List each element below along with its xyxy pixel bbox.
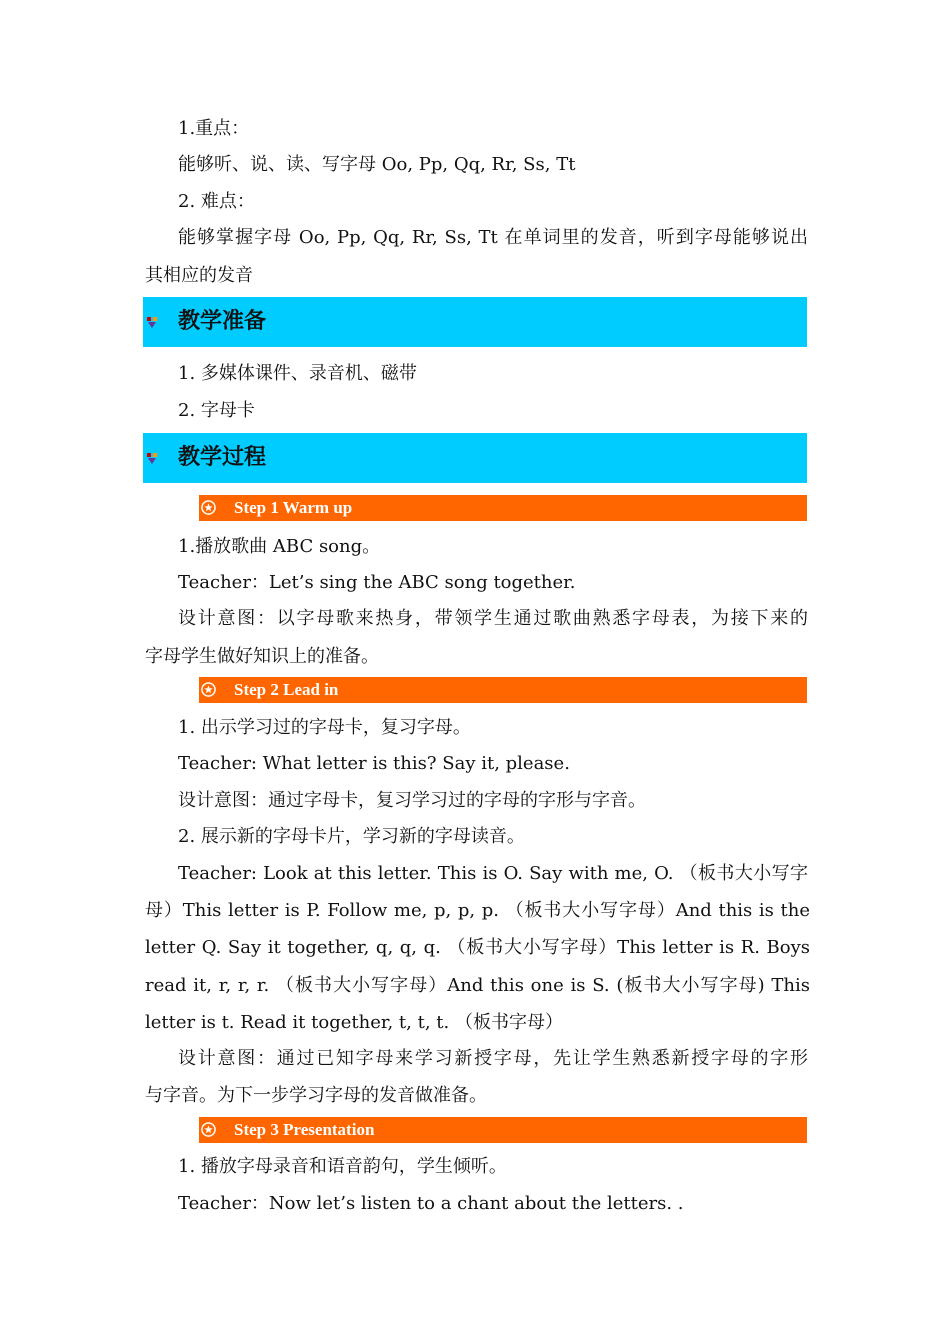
step2-line-10: 设计意图：通过已知字母来学习新授字母，先让学生熟悉新授字母的字形 — [178, 1048, 808, 1069]
bullet-arrow-icon — [145, 316, 159, 330]
step2-line-3: 设计意图：通过字母卡，复习学习过的字母的字形与字音。 — [178, 790, 646, 811]
step1-line-1: 1.播放歌曲 ABC song。 — [178, 536, 381, 557]
step1-line-3: 设计意图：以字母歌来热身，带领学生通过歌曲熟悉字母表，为接下来的 — [178, 608, 808, 629]
step3-line-1: 1. 播放字母录音和语音韵句，学生倾听。 — [178, 1156, 507, 1177]
prep-item-2: 2. 字母卡 — [178, 400, 255, 421]
section-header-preparation — [143, 297, 807, 347]
step2-line-4: 2. 展示新的字母卡片，学习新的字母读音。 — [178, 826, 525, 847]
bullet-arrow-icon — [145, 452, 159, 466]
step2-line-11: 与字音。为下一步学习字母的发音做准备。 — [145, 1085, 487, 1106]
step1-line-2: Teacher：Let’s sing the ABC song together. — [178, 572, 576, 593]
difficulty-text-cont: 其相应的发音 — [145, 265, 253, 286]
step2-line-6: 母）This letter is P. Follow me, p, p, p. （板书大小写字母）And this is the — [145, 900, 810, 921]
step-label: Step 1 Warm up — [234, 498, 353, 517]
difficulty-heading: 2. 难点： — [178, 191, 255, 212]
section-title: 教学准备 — [178, 309, 267, 334]
step2-line-2: Teacher: What letter is this? Say it, please. — [178, 753, 570, 774]
step-header-presentation — [199, 1117, 807, 1143]
step3-line-2: Teacher：Now let’s listen to a chant about the letters. . — [178, 1193, 684, 1214]
step2-line-7: letter Q. Say it together, q, q, q. （板书大小写字母）This letter is R. Boys — [145, 937, 810, 958]
star-circle-icon — [201, 1122, 216, 1137]
step2-line-8: read it, r, r, r. （板书大小写字母）And this one is S. (板书大小写字母) This — [145, 975, 810, 996]
star-circle-icon — [201, 682, 216, 697]
star-circle-icon — [201, 500, 216, 515]
step-header-lead-in — [199, 677, 807, 703]
prep-item-1: 1. 多媒体课件、录音机、磁带 — [178, 363, 417, 384]
step2-line-9: letter is t. Read it together, t, t, t. （板书字母） — [145, 1012, 563, 1033]
step-label: Step 2 Lead in — [234, 680, 339, 699]
section-title: 教学过程 — [178, 445, 267, 470]
section-header-process — [143, 433, 807, 483]
step-header-warm-up — [199, 495, 807, 521]
step2-line-5: Teacher: Look at this letter. This is O. Say with me, O. （板书大小写字 — [178, 863, 808, 884]
step1-line-4: 字母学生做好知识上的准备。 — [145, 646, 379, 667]
step2-line-1: 1. 出示学习过的字母卡，复习字母。 — [178, 717, 471, 738]
key-point-text: 能够听、说、读、写字母 Oo, Pp, Qq, Rr, Ss, Tt — [178, 154, 576, 175]
step-label: Step 3 Presentation — [234, 1120, 375, 1139]
key-point-heading: 1.重点： — [178, 118, 250, 139]
difficulty-text: 能够掌握字母 Oo, Pp, Qq, Rr, Ss, Tt 在单词里的发音，听到字母能够说出 — [178, 227, 808, 248]
